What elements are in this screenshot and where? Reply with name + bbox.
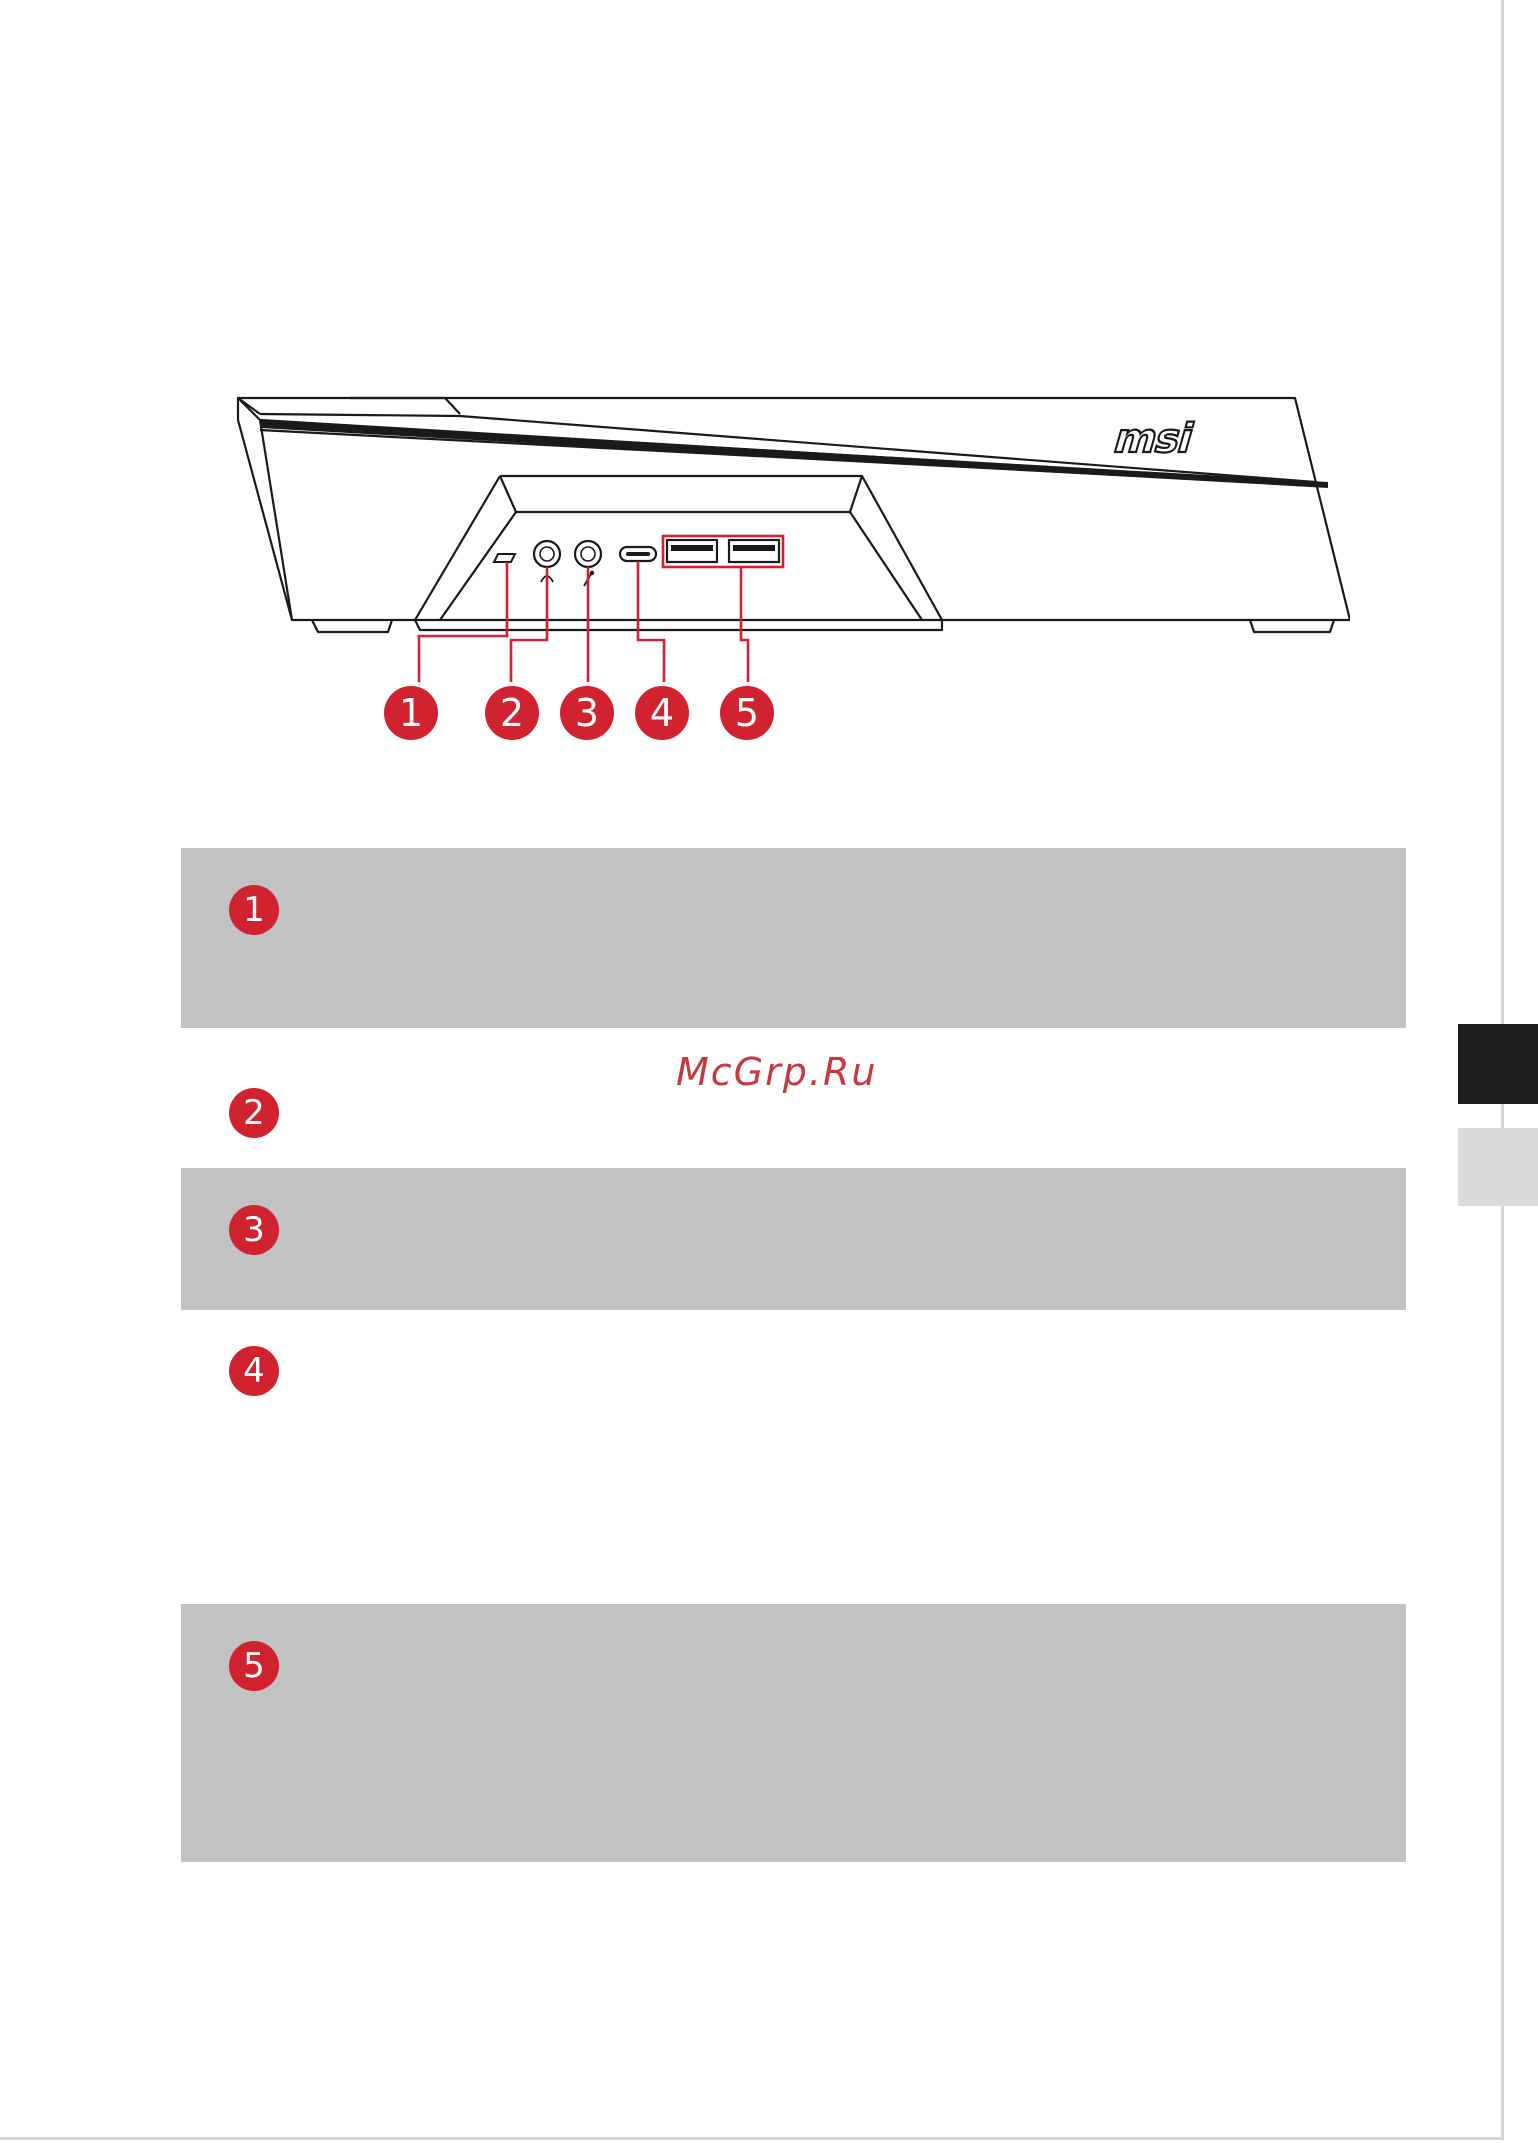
msi-logo xyxy=(1109,415,1199,462)
usb-type-a-port-icon xyxy=(667,540,779,562)
row-number-badge: 5 xyxy=(229,1641,279,1691)
section-tab-active xyxy=(1458,1024,1538,1104)
callout-3: 3 xyxy=(560,686,614,740)
row-number-badge: 4 xyxy=(229,1346,279,1396)
leader-line-5 xyxy=(741,567,748,682)
usb-type-c-port-icon xyxy=(620,547,656,561)
watermark-text: McGrp.Ru xyxy=(676,1050,878,1094)
callout-2: 2 xyxy=(485,686,539,740)
power-button-icon[interactable] xyxy=(494,554,515,562)
description-row-4 xyxy=(181,1310,1406,1604)
row-number-badge: 3 xyxy=(229,1205,279,1255)
callout-1: 1 xyxy=(384,686,438,740)
row-number-badge: 2 xyxy=(229,1088,279,1138)
row-number-badge: 1 xyxy=(229,885,279,935)
svg-text:msi: msi xyxy=(1108,414,1199,462)
leader-line-1 xyxy=(419,562,507,682)
callout-4: 4 xyxy=(635,686,689,740)
description-row-2 xyxy=(181,1028,1406,1168)
description-row-1 xyxy=(181,848,1406,1028)
description-row-3 xyxy=(181,1168,1406,1310)
section-tab-inactive xyxy=(1458,1128,1538,1206)
callout-5: 5 xyxy=(720,686,774,740)
leader-line-2 xyxy=(511,567,547,682)
description-row-5 xyxy=(181,1604,1406,1862)
leader-line-4 xyxy=(638,561,664,682)
